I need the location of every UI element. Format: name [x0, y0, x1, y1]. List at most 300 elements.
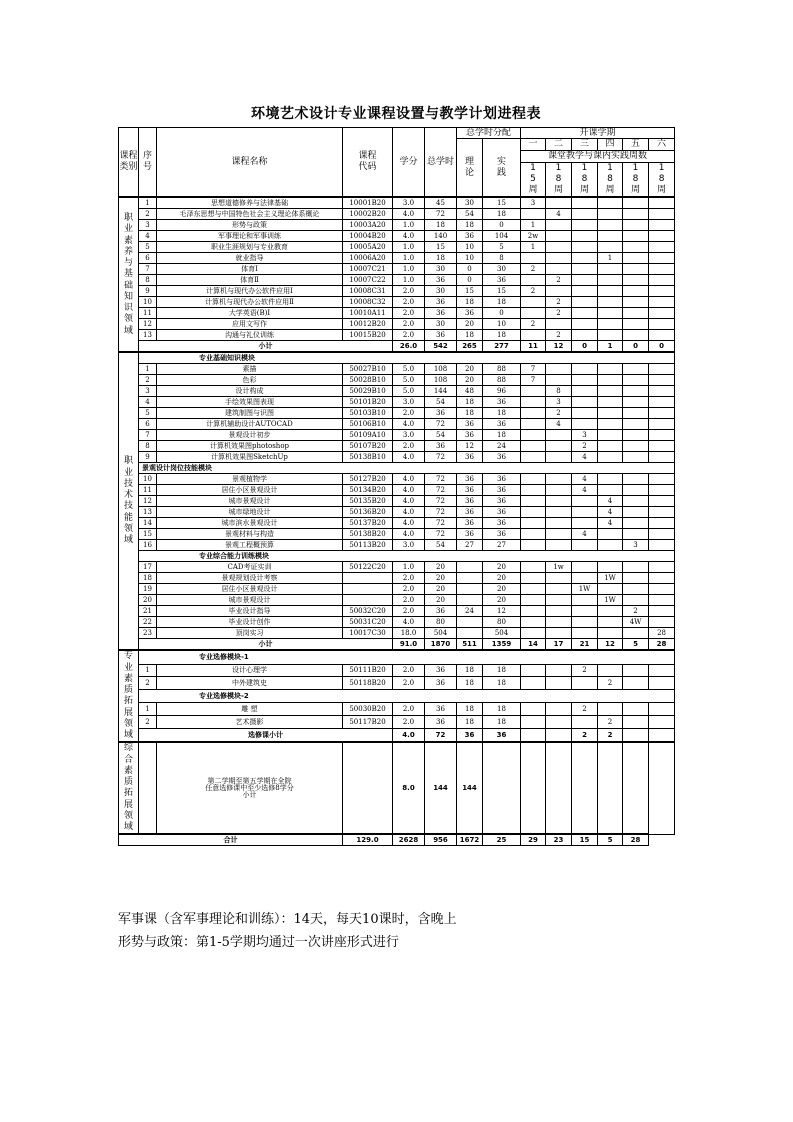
- semester-weekly-hours: [521, 507, 546, 518]
- semester-weekly-hours: [623, 507, 649, 518]
- semester-weekly-hours: [649, 664, 675, 677]
- semester-weekly-hours: 2: [623, 606, 649, 617]
- semester-weekly-hours: [649, 573, 675, 584]
- course-practice: 88: [483, 375, 521, 386]
- semester-weekly-hours: [598, 386, 623, 397]
- course-number: 1: [139, 197, 157, 209]
- semester-weekly-hours: [598, 264, 623, 275]
- table-row: [119, 430, 675, 441]
- semester-weekly-hours: 2: [598, 677, 623, 690]
- semester-weekly-hours: [649, 220, 675, 231]
- course-credit: 2.0: [393, 584, 425, 595]
- semester-weekly-hours: 2: [546, 308, 572, 319]
- course-number: 16: [139, 540, 157, 551]
- course-number: 2: [139, 209, 157, 220]
- semester-weekly-hours: [623, 231, 649, 242]
- course-code: 50118B20: [343, 677, 393, 690]
- course-practice: 20: [483, 562, 521, 573]
- table-row: [119, 308, 675, 319]
- course-hours: 72: [425, 496, 457, 507]
- semester-weekly-hours: [572, 562, 598, 573]
- semester-weekly-hours: 2: [521, 319, 546, 330]
- course-hours: 72: [425, 209, 457, 220]
- semester-weekly-hours: [546, 595, 572, 606]
- semester-weekly-hours: [623, 275, 649, 286]
- semester-weekly-hours: [623, 529, 649, 540]
- course-practice: 36: [483, 496, 521, 507]
- semester-weekly-hours: [572, 408, 598, 419]
- subtotal-credit: 91.0: [393, 639, 425, 651]
- table-row: [119, 264, 675, 275]
- semester-weekly-hours: [623, 264, 649, 275]
- semester-weekly-hours: [572, 209, 598, 220]
- elective-description: [157, 742, 343, 834]
- course-code: 50137B20: [343, 518, 393, 529]
- semester-weekly-hours: [598, 703, 623, 716]
- semester-weekly-hours: [623, 386, 649, 397]
- course-code: 10015B20: [343, 330, 393, 341]
- semester-weekly-hours: 4: [546, 209, 572, 220]
- subtotal-semester: 5: [598, 834, 623, 846]
- course-practice: 36: [483, 474, 521, 485]
- semester-weekly-hours: [649, 419, 675, 430]
- semester-weekly-hours: [623, 485, 649, 496]
- course-credit: 2.0: [393, 595, 425, 606]
- table-row: [119, 209, 675, 220]
- semester-weekly-hours: [572, 606, 598, 617]
- course-hours: 140: [425, 231, 457, 242]
- course-credit: 2.0: [393, 664, 425, 677]
- course-theory: 0: [457, 275, 483, 286]
- course-number: 22: [139, 617, 157, 628]
- semester-weekly-hours: [649, 485, 675, 496]
- semester-weekly-hours: [623, 286, 649, 297]
- course-credit: 1.0: [393, 562, 425, 573]
- semester-weekly-hours: [572, 617, 598, 628]
- course-credit: 5.0: [393, 375, 425, 386]
- course-theory: 36: [457, 529, 483, 540]
- course-credit: 2.0: [393, 677, 425, 690]
- subtotal-theory: 511: [457, 639, 483, 651]
- module-title: 专业综合能力训练模块: [139, 551, 675, 562]
- course-number: 4: [139, 397, 157, 408]
- header-category: 课程类别: [119, 128, 139, 198]
- course-credit: 1.0: [393, 264, 425, 275]
- header-semester: 六: [649, 139, 675, 150]
- semester-weekly-hours: [572, 397, 598, 408]
- semester-weekly-hours: 2: [572, 664, 598, 677]
- course-credit: 3.0: [393, 430, 425, 441]
- course-number: 2: [139, 677, 157, 690]
- semester-weekly-hours: [623, 430, 649, 441]
- header-practice: 实践: [483, 139, 521, 198]
- semester-weekly-hours: [572, 496, 598, 507]
- module-title: 景观设计岗位技能模块: [139, 463, 675, 474]
- course-theory: 36: [457, 419, 483, 430]
- semester-weekly-hours: [521, 677, 546, 690]
- semester-weekly-hours: [598, 529, 623, 540]
- page-title: 环境艺术设计专业课程设置与教学计划进程表: [251, 106, 541, 122]
- semester-weekly-hours: [572, 595, 598, 606]
- table-row: [119, 330, 675, 341]
- table-row: [119, 529, 675, 540]
- table-row: [119, 441, 675, 452]
- course-theory: [457, 628, 483, 639]
- course-practice: 18: [483, 408, 521, 419]
- course-credit: 3.0: [393, 540, 425, 551]
- semester-weekly-hours: [623, 703, 649, 716]
- semester-weekly-hours: [598, 330, 623, 341]
- header-weeks: 18周: [546, 162, 572, 197]
- semester-weekly-hours: [623, 716, 649, 729]
- course-credit: 4.0: [393, 496, 425, 507]
- semester-weekly-hours: [546, 430, 572, 441]
- course-credit: 18.0: [393, 628, 425, 639]
- semester-weekly-hours: 4: [572, 474, 598, 485]
- course-credit: 4.0: [393, 474, 425, 485]
- course-credit: 4.0: [393, 518, 425, 529]
- subtotal-label: 小计: [139, 341, 393, 353]
- semester-weekly-hours: 7: [521, 364, 546, 375]
- semester-weekly-hours: [521, 606, 546, 617]
- course-name: 军事理论和军事训练: [157, 231, 343, 242]
- course-theory: 10: [457, 253, 483, 264]
- semester-weekly-hours: [572, 220, 598, 231]
- semester-weekly-hours: [598, 452, 623, 463]
- subtotal-semester: 12: [598, 639, 623, 651]
- semester-weekly-hours: 4: [546, 419, 572, 430]
- course-hours: 72: [425, 529, 457, 540]
- semester-weekly-hours: [649, 606, 675, 617]
- semester-weekly-hours: [598, 286, 623, 297]
- semester-weekly-hours: [521, 573, 546, 584]
- course-hours: 36: [425, 703, 457, 716]
- course-code: 50106B10: [343, 419, 393, 430]
- semester-weekly-hours: [521, 308, 546, 319]
- course-hours: 36: [425, 441, 457, 452]
- course-number: 2: [139, 716, 157, 729]
- course-hours: 80: [425, 617, 457, 628]
- course-name: 沟通与礼仪训练: [157, 330, 343, 341]
- semester-weekly-hours: [649, 617, 675, 628]
- course-code: 10010A11: [343, 308, 393, 319]
- course-practice: 18: [483, 677, 521, 690]
- course-name: 计算机与现代办公软件应用Ⅱ: [157, 297, 343, 308]
- table-row: [119, 518, 675, 529]
- table-row: [119, 562, 675, 573]
- subtotal-practice: 277: [483, 341, 521, 353]
- course-name: 应用文写作: [157, 319, 343, 330]
- semester-weekly-hours: [598, 606, 623, 617]
- semester-weekly-hours: [572, 518, 598, 529]
- course-name: 景观规划设计考察: [157, 573, 343, 584]
- course-theory: 36: [457, 430, 483, 441]
- course-number: 1: [139, 364, 157, 375]
- course-code: 50101B20: [343, 397, 393, 408]
- course-practice: 18: [483, 297, 521, 308]
- course-hours: 30: [425, 264, 457, 275]
- semester-weekly-hours: 2: [546, 297, 572, 308]
- table-row: [119, 485, 675, 496]
- elective-practice: [483, 742, 521, 834]
- course-code: [343, 584, 393, 595]
- course-hours: 36: [425, 606, 457, 617]
- course-practice: 36: [483, 518, 521, 529]
- course-hours: 45: [425, 197, 457, 209]
- semester-weekly-hours: 1: [598, 253, 623, 264]
- header-weeks: 18周: [572, 162, 598, 197]
- semester-weekly-hours: [598, 375, 623, 386]
- course-credit: 1.0: [393, 275, 425, 286]
- course-practice: 36: [483, 485, 521, 496]
- subtotal-semester: 12: [546, 341, 572, 353]
- course-hours: 30: [425, 319, 457, 330]
- semester-weekly-hours: 1w: [546, 562, 572, 573]
- semester-weekly-hours: [521, 595, 546, 606]
- semester-weekly-hours: [598, 742, 623, 834]
- semester-weekly-hours: [623, 330, 649, 341]
- header-weeks: 18周: [623, 162, 649, 197]
- table-row: [119, 419, 675, 430]
- header-semester: 三: [572, 139, 598, 150]
- semester-weekly-hours: [598, 584, 623, 595]
- course-code: 50029B10: [343, 386, 393, 397]
- table-row: [119, 463, 675, 474]
- course-name: 景观设计初步: [157, 430, 343, 441]
- semester-weekly-hours: [623, 297, 649, 308]
- course-practice: 18: [483, 430, 521, 441]
- course-number: 15: [139, 529, 157, 540]
- course-practice: 36: [483, 452, 521, 463]
- subtotal-semester: [649, 729, 675, 743]
- table-row: [119, 352, 675, 364]
- semester-weekly-hours: [649, 441, 675, 452]
- course-name: 城市滨水景观设计: [157, 518, 343, 529]
- course-theory: 18: [457, 677, 483, 690]
- course-practice: 36: [483, 419, 521, 430]
- course-number: 18: [139, 573, 157, 584]
- header-credit: 学分: [393, 128, 425, 198]
- semester-weekly-hours: [521, 485, 546, 496]
- semester-weekly-hours: [521, 742, 546, 834]
- semester-weekly-hours: 4: [598, 496, 623, 507]
- table-row: [119, 275, 675, 286]
- course-name: 色彩: [157, 375, 343, 386]
- course-practice: 18: [483, 703, 521, 716]
- semester-weekly-hours: [572, 540, 598, 551]
- semester-weekly-hours: [546, 231, 572, 242]
- course-practice: 88: [483, 364, 521, 375]
- semester-weekly-hours: 4: [572, 485, 598, 496]
- course-hours: 72: [425, 518, 457, 529]
- semester-weekly-hours: [649, 584, 675, 595]
- course-number: 19: [139, 584, 157, 595]
- course-name: 思想道德修养与法律基础: [157, 197, 343, 209]
- course-theory: [457, 584, 483, 595]
- course-code: 10006A20: [343, 253, 393, 264]
- course-number: 7: [139, 264, 157, 275]
- semester-weekly-hours: [649, 330, 675, 341]
- header-weeks: 18周: [598, 162, 623, 197]
- semester-weekly-hours: [521, 703, 546, 716]
- course-credit: 4.0: [393, 529, 425, 540]
- semester-weekly-hours: [521, 441, 546, 452]
- subtotal-practice: 36: [483, 729, 521, 743]
- course-name: 毛泽东思想与中国特色社会主义理论体系概论: [157, 209, 343, 220]
- course-hours: 36: [425, 664, 457, 677]
- semester-weekly-hours: [623, 253, 649, 264]
- course-code: 10007C21: [343, 264, 393, 275]
- semester-weekly-hours: [521, 628, 546, 639]
- course-number: 6: [139, 419, 157, 430]
- course-practice: 0: [483, 220, 521, 231]
- course-number: [139, 742, 157, 834]
- semester-weekly-hours: [521, 617, 546, 628]
- course-credit: 2.0: [393, 408, 425, 419]
- course-code: 50113B20: [343, 540, 393, 551]
- semester-weekly-hours: [521, 297, 546, 308]
- semester-weekly-hours: 1W: [598, 595, 623, 606]
- course-number: 9: [139, 286, 157, 297]
- course-credit: 2.0: [393, 308, 425, 319]
- semester-weekly-hours: [521, 408, 546, 419]
- semester-weekly-hours: [598, 419, 623, 430]
- semester-weekly-hours: [623, 742, 649, 834]
- course-name: 景观工程概预算: [157, 540, 343, 551]
- course-theory: 18: [457, 664, 483, 677]
- table-row: [119, 319, 675, 330]
- table-row: [119, 690, 675, 703]
- semester-weekly-hours: [623, 408, 649, 419]
- course-practice: 30: [483, 264, 521, 275]
- semester-weekly-hours: [623, 209, 649, 220]
- course-name: 计算机效果图SketchUp: [157, 452, 343, 463]
- category-cell: 综合素质拓展领域: [119, 742, 139, 834]
- course-practice: 27: [483, 540, 521, 551]
- semester-weekly-hours: [572, 319, 598, 330]
- course-practice: 36: [483, 507, 521, 518]
- course-code: [343, 595, 393, 606]
- semester-weekly-hours: [598, 628, 623, 639]
- course-code: 50138B10: [343, 452, 393, 463]
- semester-weekly-hours: 4: [598, 507, 623, 518]
- semester-weekly-hours: 3: [623, 540, 649, 551]
- course-hours: 108: [425, 364, 457, 375]
- course-credit: 3.0: [393, 197, 425, 209]
- course-theory: 20: [457, 375, 483, 386]
- table-row: [119, 677, 675, 690]
- table-row: [119, 540, 675, 551]
- course-credit: 4.0: [393, 419, 425, 430]
- course-code: 10008C32: [343, 297, 393, 308]
- header-weeks: 18周: [649, 162, 675, 197]
- semester-weekly-hours: [623, 197, 649, 209]
- semester-weekly-hours: [649, 518, 675, 529]
- course-name: 顶岗实习: [157, 628, 343, 639]
- subtotal-semester: [521, 729, 546, 743]
- semester-weekly-hours: [572, 197, 598, 209]
- table-row: [119, 286, 675, 297]
- semester-weekly-hours: [572, 375, 598, 386]
- subtotal-semester: 15: [572, 834, 598, 846]
- semester-weekly-hours: [649, 397, 675, 408]
- course-hours: 15: [425, 242, 457, 253]
- course-code: 50138B20: [343, 529, 393, 540]
- semester-weekly-hours: [521, 562, 546, 573]
- semester-weekly-hours: [649, 595, 675, 606]
- course-theory: 18: [457, 408, 483, 419]
- table-row: [119, 606, 675, 617]
- category-cell: 专业素质拓展领域: [119, 650, 139, 742]
- semester-weekly-hours: [598, 242, 623, 253]
- semester-weekly-hours: [546, 197, 572, 209]
- table-row: [119, 595, 675, 606]
- semester-weekly-hours: [649, 496, 675, 507]
- semester-weekly-hours: [649, 275, 675, 286]
- subtotal-theory: 265: [457, 341, 483, 353]
- subtotal-semester: 29: [521, 834, 546, 846]
- semester-weekly-hours: 1W: [572, 584, 598, 595]
- semester-weekly-hours: [649, 308, 675, 319]
- semester-weekly-hours: 2: [572, 703, 598, 716]
- course-theory: 20: [457, 319, 483, 330]
- subtotal-label: 选修课小计: [139, 729, 393, 743]
- table-row: [119, 452, 675, 463]
- semester-weekly-hours: [546, 441, 572, 452]
- semester-weekly-hours: [623, 474, 649, 485]
- semester-weekly-hours: [623, 397, 649, 408]
- course-theory: 18: [457, 397, 483, 408]
- subtotal-hours: 72: [425, 729, 457, 743]
- course-name: 城市绿地设计: [157, 507, 343, 518]
- semester-weekly-hours: [546, 474, 572, 485]
- semester-weekly-hours: [521, 716, 546, 729]
- semester-weekly-hours: 1W: [598, 573, 623, 584]
- semester-weekly-hours: 2: [521, 286, 546, 297]
- table-row: [119, 496, 675, 507]
- semester-weekly-hours: [598, 485, 623, 496]
- course-practice: 15: [483, 197, 521, 209]
- semester-weekly-hours: [572, 275, 598, 286]
- table-row: [119, 242, 675, 253]
- course-code: 50117B20: [343, 716, 393, 729]
- course-theory: 18: [457, 703, 483, 716]
- course-code: 10004B20: [343, 231, 393, 242]
- semester-weekly-hours: [649, 430, 675, 441]
- course-hours: 18: [425, 220, 457, 231]
- semester-weekly-hours: [521, 253, 546, 264]
- table-row: [119, 341, 675, 353]
- course-name: 毕业设计创作: [157, 617, 343, 628]
- course-name: 就业指导: [157, 253, 343, 264]
- course-hours: 36: [425, 716, 457, 729]
- subtotal-credit: 129.0: [343, 834, 393, 846]
- course-name: CAD考证实训: [157, 562, 343, 573]
- header-semester: 一: [521, 139, 546, 150]
- course-code: 10012B20: [343, 319, 393, 330]
- semester-weekly-hours: [572, 628, 598, 639]
- course-theory: 36: [457, 231, 483, 242]
- semester-weekly-hours: [572, 507, 598, 518]
- semester-weekly-hours: [649, 319, 675, 330]
- semester-weekly-hours: [623, 308, 649, 319]
- table-row: [119, 231, 675, 242]
- course-number: 3: [139, 386, 157, 397]
- course-credit: 3.0: [393, 397, 425, 408]
- course-number: 10: [139, 297, 157, 308]
- course-credit: 2.0: [393, 573, 425, 584]
- semester-weekly-hours: [546, 628, 572, 639]
